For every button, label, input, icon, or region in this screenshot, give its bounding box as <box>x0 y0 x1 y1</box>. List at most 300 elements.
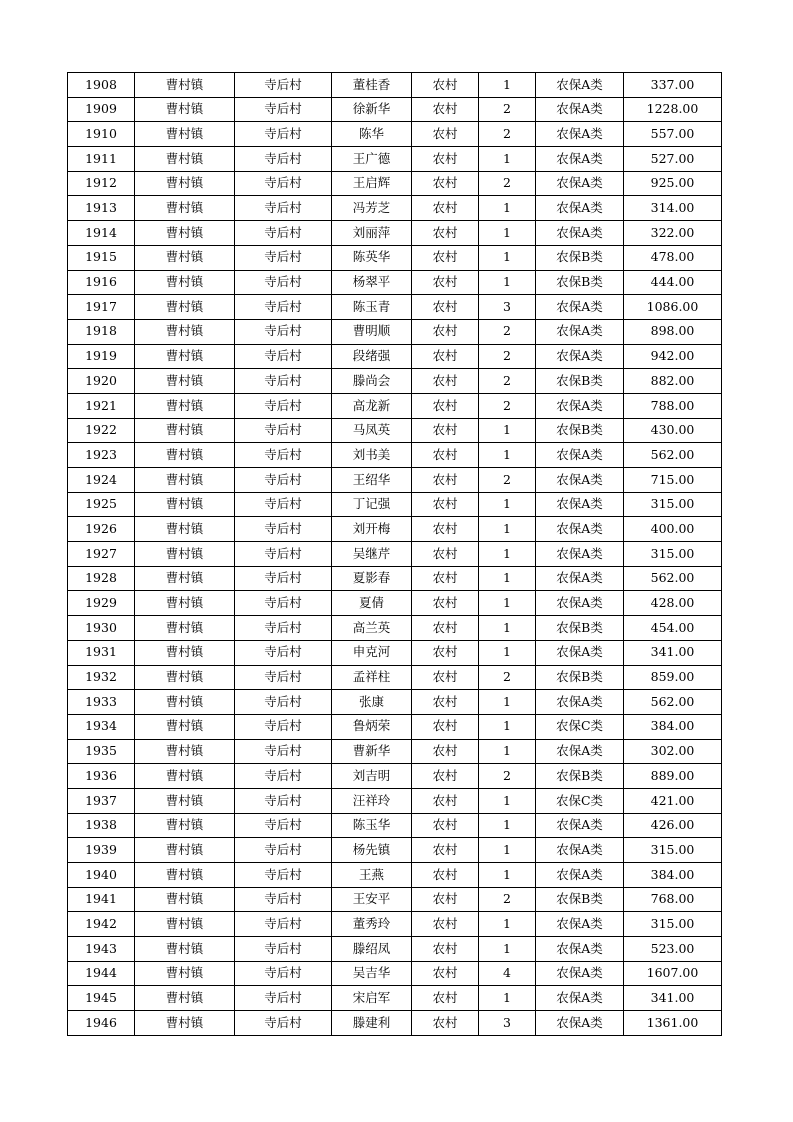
serial-cell: 1928 <box>68 566 135 591</box>
type-cell: 农村 <box>412 542 479 567</box>
serial-cell: 1908 <box>68 73 135 98</box>
amount-cell: 337.00 <box>624 73 722 98</box>
serial-cell: 1936 <box>68 764 135 789</box>
village-cell: 寺后村 <box>235 961 332 986</box>
type-cell: 农村 <box>412 714 479 739</box>
category-cell: 农保A类 <box>536 863 624 888</box>
serial-cell: 1932 <box>68 665 135 690</box>
village-cell: 寺后村 <box>235 690 332 715</box>
town-cell: 曹村镇 <box>135 245 235 270</box>
household-count-cell: 1 <box>479 813 536 838</box>
household-count-cell: 1 <box>479 245 536 270</box>
household-count-cell: 1 <box>479 690 536 715</box>
serial-cell: 1920 <box>68 369 135 394</box>
category-cell: 农保C类 <box>536 714 624 739</box>
amount-cell: 1086.00 <box>624 295 722 320</box>
town-cell: 曹村镇 <box>135 714 235 739</box>
village-cell: 寺后村 <box>235 418 332 443</box>
town-cell: 曹村镇 <box>135 788 235 813</box>
household-count-cell: 2 <box>479 344 536 369</box>
village-cell: 寺后村 <box>235 369 332 394</box>
amount-cell: 557.00 <box>624 122 722 147</box>
name-cell: 王启辉 <box>332 171 412 196</box>
town-cell: 曹村镇 <box>135 369 235 394</box>
category-cell: 农保A类 <box>536 517 624 542</box>
name-cell: 滕建利 <box>332 1011 412 1036</box>
village-cell: 寺后村 <box>235 295 332 320</box>
table-row <box>68 517 722 542</box>
category-cell: 农保A类 <box>536 912 624 937</box>
serial-cell: 1926 <box>68 517 135 542</box>
household-count-cell: 1 <box>479 863 536 888</box>
table-row <box>68 566 722 591</box>
town-cell: 曹村镇 <box>135 813 235 838</box>
name-cell: 董桂香 <box>332 73 412 98</box>
category-cell: 农保A类 <box>536 640 624 665</box>
serial-cell: 1911 <box>68 147 135 172</box>
type-cell: 农村 <box>412 739 479 764</box>
village-cell: 寺后村 <box>235 270 332 295</box>
household-count-cell: 1 <box>479 788 536 813</box>
village-cell: 寺后村 <box>235 764 332 789</box>
type-cell: 农村 <box>412 690 479 715</box>
amount-cell: 315.00 <box>624 492 722 517</box>
amount-cell: 430.00 <box>624 418 722 443</box>
serial-cell: 1909 <box>68 97 135 122</box>
amount-cell: 788.00 <box>624 393 722 418</box>
village-cell: 寺后村 <box>235 986 332 1011</box>
household-count-cell: 1 <box>479 73 536 98</box>
town-cell: 曹村镇 <box>135 566 235 591</box>
name-cell: 滕尚会 <box>332 369 412 394</box>
household-count-cell: 1 <box>479 566 536 591</box>
table-row <box>68 393 722 418</box>
serial-cell: 1930 <box>68 616 135 641</box>
name-cell: 王广德 <box>332 147 412 172</box>
type-cell: 农村 <box>412 97 479 122</box>
amount-cell: 768.00 <box>624 887 722 912</box>
village-cell: 寺后村 <box>235 616 332 641</box>
household-count-cell: 2 <box>479 122 536 147</box>
village-cell: 寺后村 <box>235 838 332 863</box>
category-cell: 农保A类 <box>536 295 624 320</box>
town-cell: 曹村镇 <box>135 319 235 344</box>
village-cell: 寺后村 <box>235 739 332 764</box>
village-cell: 寺后村 <box>235 788 332 813</box>
amount-cell: 715.00 <box>624 468 722 493</box>
serial-cell: 1917 <box>68 295 135 320</box>
category-cell: 农保A类 <box>536 690 624 715</box>
town-cell: 曹村镇 <box>135 591 235 616</box>
name-cell: 申克河 <box>332 640 412 665</box>
type-cell: 农村 <box>412 245 479 270</box>
category-cell: 农保B类 <box>536 270 624 295</box>
table-row <box>68 961 722 986</box>
town-cell: 曹村镇 <box>135 97 235 122</box>
table-row <box>68 813 722 838</box>
table-row <box>68 443 722 468</box>
category-cell: 农保A类 <box>536 739 624 764</box>
household-count-cell: 1 <box>479 912 536 937</box>
village-cell: 寺后村 <box>235 1011 332 1036</box>
category-cell: 农保A类 <box>536 591 624 616</box>
town-cell: 曹村镇 <box>135 295 235 320</box>
amount-cell: 384.00 <box>624 714 722 739</box>
name-cell: 陈玉青 <box>332 295 412 320</box>
household-count-cell: 2 <box>479 468 536 493</box>
table-row <box>68 418 722 443</box>
serial-cell: 1935 <box>68 739 135 764</box>
name-cell: 段绪强 <box>332 344 412 369</box>
serial-cell: 1927 <box>68 542 135 567</box>
type-cell: 农村 <box>412 640 479 665</box>
amount-cell: 523.00 <box>624 937 722 962</box>
category-cell: 农保A类 <box>536 393 624 418</box>
village-cell: 寺后村 <box>235 221 332 246</box>
name-cell: 马凤英 <box>332 418 412 443</box>
amount-cell: 942.00 <box>624 344 722 369</box>
town-cell: 曹村镇 <box>135 344 235 369</box>
name-cell: 王安平 <box>332 887 412 912</box>
type-cell: 农村 <box>412 344 479 369</box>
table-row <box>68 912 722 937</box>
type-cell: 农村 <box>412 393 479 418</box>
amount-cell: 898.00 <box>624 319 722 344</box>
amount-cell: 527.00 <box>624 147 722 172</box>
household-count-cell: 1 <box>479 196 536 221</box>
type-cell: 农村 <box>412 468 479 493</box>
category-cell: 农保A类 <box>536 566 624 591</box>
name-cell: 陈玉华 <box>332 813 412 838</box>
amount-cell: 562.00 <box>624 566 722 591</box>
serial-cell: 1942 <box>68 912 135 937</box>
amount-cell: 859.00 <box>624 665 722 690</box>
type-cell: 农村 <box>412 1011 479 1036</box>
table-row <box>68 369 722 394</box>
village-cell: 寺后村 <box>235 912 332 937</box>
type-cell: 农村 <box>412 369 479 394</box>
village-cell: 寺后村 <box>235 147 332 172</box>
amount-cell: 314.00 <box>624 196 722 221</box>
table-row <box>68 690 722 715</box>
household-count-cell: 2 <box>479 319 536 344</box>
village-cell: 寺后村 <box>235 245 332 270</box>
town-cell: 曹村镇 <box>135 937 235 962</box>
household-count-cell: 1 <box>479 591 536 616</box>
serial-cell: 1929 <box>68 591 135 616</box>
type-cell: 农村 <box>412 319 479 344</box>
name-cell: 张康 <box>332 690 412 715</box>
village-cell: 寺后村 <box>235 566 332 591</box>
category-cell: 农保B类 <box>536 245 624 270</box>
serial-cell: 1945 <box>68 986 135 1011</box>
serial-cell: 1921 <box>68 393 135 418</box>
table-row <box>68 887 722 912</box>
town-cell: 曹村镇 <box>135 986 235 1011</box>
village-cell: 寺后村 <box>235 517 332 542</box>
table-row <box>68 270 722 295</box>
amount-cell: 426.00 <box>624 813 722 838</box>
type-cell: 农村 <box>412 937 479 962</box>
town-cell: 曹村镇 <box>135 270 235 295</box>
amount-cell: 1361.00 <box>624 1011 722 1036</box>
category-cell: 农保A类 <box>536 319 624 344</box>
town-cell: 曹村镇 <box>135 73 235 98</box>
household-count-cell: 4 <box>479 961 536 986</box>
records-table <box>67 72 722 1036</box>
village-cell: 寺后村 <box>235 863 332 888</box>
category-cell: 农保A类 <box>536 492 624 517</box>
name-cell: 刘丽萍 <box>332 221 412 246</box>
type-cell: 农村 <box>412 961 479 986</box>
table-row <box>68 937 722 962</box>
category-cell: 农保A类 <box>536 73 624 98</box>
village-cell: 寺后村 <box>235 344 332 369</box>
type-cell: 农村 <box>412 122 479 147</box>
serial-cell: 1916 <box>68 270 135 295</box>
type-cell: 农村 <box>412 270 479 295</box>
serial-cell: 1931 <box>68 640 135 665</box>
type-cell: 农村 <box>412 788 479 813</box>
amount-cell: 302.00 <box>624 739 722 764</box>
serial-cell: 1912 <box>68 171 135 196</box>
household-count-cell: 2 <box>479 171 536 196</box>
household-count-cell: 1 <box>479 542 536 567</box>
table-row <box>68 97 722 122</box>
household-count-cell: 1 <box>479 517 536 542</box>
household-count-cell: 1 <box>479 270 536 295</box>
table-row <box>68 492 722 517</box>
category-cell: 农保A类 <box>536 443 624 468</box>
village-cell: 寺后村 <box>235 492 332 517</box>
town-cell: 曹村镇 <box>135 616 235 641</box>
category-cell: 农保A类 <box>536 986 624 1011</box>
amount-cell: 428.00 <box>624 591 722 616</box>
table-row <box>68 739 722 764</box>
town-cell: 曹村镇 <box>135 122 235 147</box>
serial-cell: 1940 <box>68 863 135 888</box>
village-cell: 寺后村 <box>235 542 332 567</box>
town-cell: 曹村镇 <box>135 961 235 986</box>
amount-cell: 562.00 <box>624 690 722 715</box>
table-row <box>68 838 722 863</box>
amount-cell: 341.00 <box>624 640 722 665</box>
type-cell: 农村 <box>412 418 479 443</box>
town-cell: 曹村镇 <box>135 863 235 888</box>
household-count-cell: 2 <box>479 97 536 122</box>
town-cell: 曹村镇 <box>135 492 235 517</box>
town-cell: 曹村镇 <box>135 887 235 912</box>
type-cell: 农村 <box>412 517 479 542</box>
table-row <box>68 863 722 888</box>
serial-cell: 1919 <box>68 344 135 369</box>
table-row <box>68 171 722 196</box>
amount-cell: 1607.00 <box>624 961 722 986</box>
category-cell: 农保A类 <box>536 97 624 122</box>
town-cell: 曹村镇 <box>135 468 235 493</box>
category-cell: 农保B类 <box>536 418 624 443</box>
type-cell: 农村 <box>412 147 479 172</box>
amount-cell: 882.00 <box>624 369 722 394</box>
name-cell: 杨翠平 <box>332 270 412 295</box>
village-cell: 寺后村 <box>235 591 332 616</box>
name-cell: 董秀玲 <box>332 912 412 937</box>
name-cell: 滕绍凤 <box>332 937 412 962</box>
category-cell: 农保A类 <box>536 542 624 567</box>
serial-cell: 1938 <box>68 813 135 838</box>
name-cell: 宋启军 <box>332 986 412 1011</box>
town-cell: 曹村镇 <box>135 764 235 789</box>
town-cell: 曹村镇 <box>135 393 235 418</box>
town-cell: 曹村镇 <box>135 196 235 221</box>
table-row <box>68 616 722 641</box>
town-cell: 曹村镇 <box>135 443 235 468</box>
type-cell: 农村 <box>412 863 479 888</box>
household-count-cell: 1 <box>479 714 536 739</box>
village-cell: 寺后村 <box>235 319 332 344</box>
name-cell: 吴继芹 <box>332 542 412 567</box>
category-cell: 农保A类 <box>536 813 624 838</box>
name-cell: 高兰英 <box>332 616 412 641</box>
records-table-body <box>68 73 722 1036</box>
table-row <box>68 196 722 221</box>
amount-cell: 315.00 <box>624 912 722 937</box>
town-cell: 曹村镇 <box>135 739 235 764</box>
name-cell: 王绍华 <box>332 468 412 493</box>
village-cell: 寺后村 <box>235 393 332 418</box>
village-cell: 寺后村 <box>235 665 332 690</box>
name-cell: 陈华 <box>332 122 412 147</box>
household-count-cell: 1 <box>479 443 536 468</box>
village-cell: 寺后村 <box>235 887 332 912</box>
serial-cell: 1925 <box>68 492 135 517</box>
name-cell: 高龙新 <box>332 393 412 418</box>
table-row <box>68 1011 722 1036</box>
table-row <box>68 542 722 567</box>
village-cell: 寺后村 <box>235 640 332 665</box>
amount-cell: 384.00 <box>624 863 722 888</box>
serial-cell: 1937 <box>68 788 135 813</box>
serial-cell: 1910 <box>68 122 135 147</box>
type-cell: 农村 <box>412 813 479 838</box>
town-cell: 曹村镇 <box>135 665 235 690</box>
category-cell: 农保A类 <box>536 937 624 962</box>
table-row <box>68 788 722 813</box>
serial-cell: 1915 <box>68 245 135 270</box>
table-row <box>68 665 722 690</box>
category-cell: 农保A类 <box>536 147 624 172</box>
category-cell: 农保A类 <box>536 468 624 493</box>
household-count-cell: 2 <box>479 393 536 418</box>
amount-cell: 562.00 <box>624 443 722 468</box>
amount-cell: 315.00 <box>624 542 722 567</box>
category-cell: 农保A类 <box>536 171 624 196</box>
type-cell: 农村 <box>412 171 479 196</box>
household-count-cell: 1 <box>479 838 536 863</box>
table-row <box>68 714 722 739</box>
household-count-cell: 3 <box>479 1011 536 1036</box>
household-count-cell: 2 <box>479 369 536 394</box>
category-cell: 农保B类 <box>536 616 624 641</box>
household-count-cell: 1 <box>479 640 536 665</box>
household-count-cell: 2 <box>479 887 536 912</box>
village-cell: 寺后村 <box>235 468 332 493</box>
amount-cell: 889.00 <box>624 764 722 789</box>
household-count-cell: 1 <box>479 221 536 246</box>
town-cell: 曹村镇 <box>135 640 235 665</box>
serial-cell: 1946 <box>68 1011 135 1036</box>
household-count-cell: 2 <box>479 764 536 789</box>
name-cell: 曹明顺 <box>332 319 412 344</box>
type-cell: 农村 <box>412 492 479 517</box>
table-row <box>68 221 722 246</box>
type-cell: 农村 <box>412 912 479 937</box>
category-cell: 农保B类 <box>536 887 624 912</box>
serial-cell: 1924 <box>68 468 135 493</box>
town-cell: 曹村镇 <box>135 418 235 443</box>
amount-cell: 322.00 <box>624 221 722 246</box>
category-cell: 农保A类 <box>536 1011 624 1036</box>
category-cell: 农保B类 <box>536 369 624 394</box>
town-cell: 曹村镇 <box>135 690 235 715</box>
household-count-cell: 1 <box>479 418 536 443</box>
serial-cell: 1913 <box>68 196 135 221</box>
amount-cell: 315.00 <box>624 838 722 863</box>
type-cell: 农村 <box>412 665 479 690</box>
serial-cell: 1923 <box>68 443 135 468</box>
town-cell: 曹村镇 <box>135 517 235 542</box>
type-cell: 农村 <box>412 566 479 591</box>
table-row <box>68 73 722 98</box>
table-row <box>68 986 722 1011</box>
household-count-cell: 1 <box>479 492 536 517</box>
category-cell: 农保A类 <box>536 122 624 147</box>
type-cell: 农村 <box>412 221 479 246</box>
name-cell: 汪祥玲 <box>332 788 412 813</box>
type-cell: 农村 <box>412 616 479 641</box>
village-cell: 寺后村 <box>235 813 332 838</box>
type-cell: 农村 <box>412 196 479 221</box>
village-cell: 寺后村 <box>235 196 332 221</box>
amount-cell: 341.00 <box>624 986 722 1011</box>
village-cell: 寺后村 <box>235 714 332 739</box>
household-count-cell: 3 <box>479 295 536 320</box>
village-cell: 寺后村 <box>235 937 332 962</box>
table-row <box>68 245 722 270</box>
serial-cell: 1918 <box>68 319 135 344</box>
table-row <box>68 640 722 665</box>
name-cell: 孟祥柱 <box>332 665 412 690</box>
household-count-cell: 2 <box>479 665 536 690</box>
serial-cell: 1933 <box>68 690 135 715</box>
table-row <box>68 344 722 369</box>
name-cell: 刘开梅 <box>332 517 412 542</box>
amount-cell: 478.00 <box>624 245 722 270</box>
name-cell: 徐新华 <box>332 97 412 122</box>
village-cell: 寺后村 <box>235 97 332 122</box>
village-cell: 寺后村 <box>235 171 332 196</box>
name-cell: 杨先镇 <box>332 838 412 863</box>
name-cell: 丁记强 <box>332 492 412 517</box>
town-cell: 曹村镇 <box>135 912 235 937</box>
table-row <box>68 295 722 320</box>
amount-cell: 1228.00 <box>624 97 722 122</box>
amount-cell: 421.00 <box>624 788 722 813</box>
household-count-cell: 1 <box>479 147 536 172</box>
town-cell: 曹村镇 <box>135 1011 235 1036</box>
serial-cell: 1939 <box>68 838 135 863</box>
amount-cell: 925.00 <box>624 171 722 196</box>
